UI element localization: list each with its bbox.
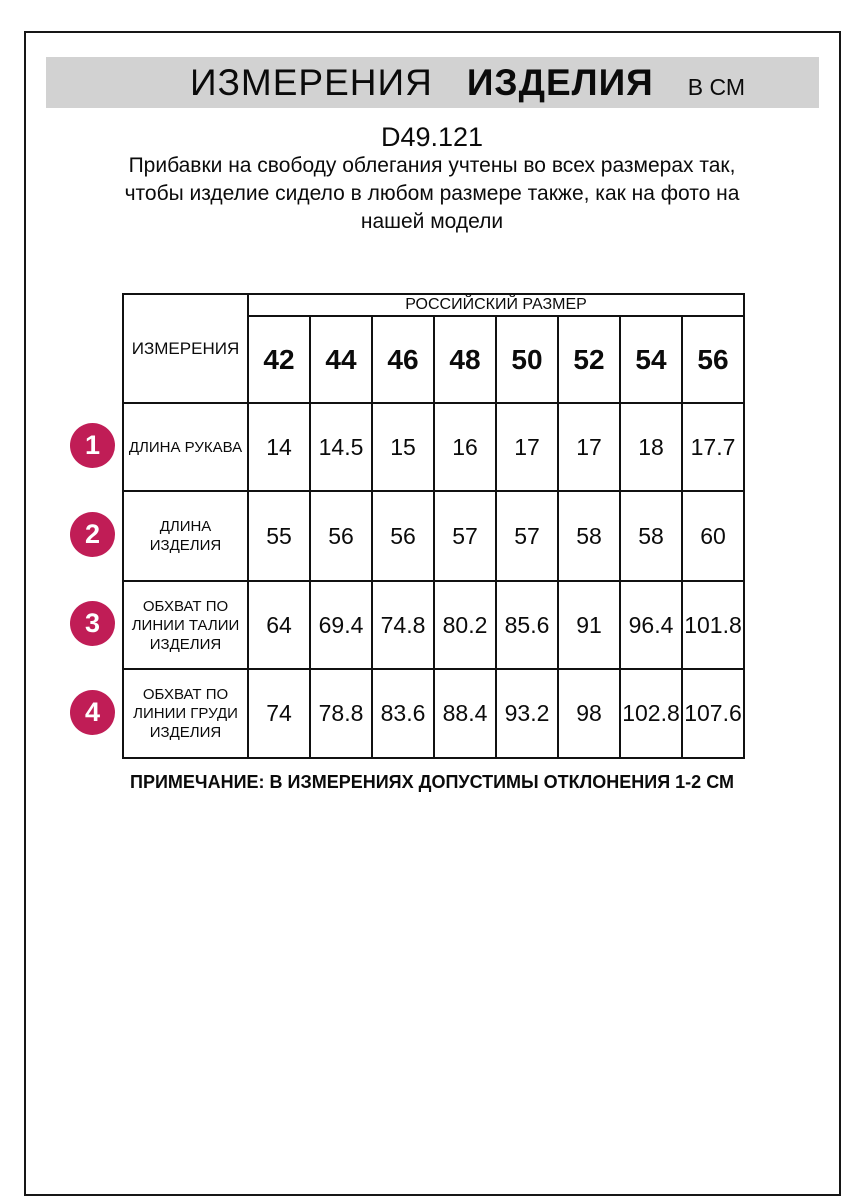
- measurement-value: 55: [248, 491, 310, 581]
- size-col-header: 52: [558, 316, 620, 403]
- measurement-value: 57: [496, 491, 558, 581]
- size-col-header: 46: [372, 316, 434, 403]
- measurement-value: 83.6: [372, 669, 434, 758]
- measurement-value: 14.5: [310, 403, 372, 491]
- measurement-value: 78.8: [310, 669, 372, 758]
- table-row: [123, 403, 744, 491]
- measurement-value: 88.4: [434, 669, 496, 758]
- table-row: [123, 581, 744, 669]
- title-band: [46, 57, 819, 108]
- measurement-value: 17.7: [682, 403, 744, 491]
- row-number-badge: 4: [70, 690, 115, 735]
- article-code: D49.121: [380, 122, 484, 152]
- size-col-header: 44: [310, 316, 372, 403]
- table-row: [123, 491, 744, 581]
- size-col-header: 54: [620, 316, 682, 403]
- size-table: [122, 293, 745, 759]
- size-col-header: 48: [434, 316, 496, 403]
- measurement-label: ДЛИНА РУКАВА: [123, 403, 248, 491]
- measurement-value: 98: [558, 669, 620, 758]
- measurement-value: 74: [248, 669, 310, 758]
- measurement-value: 17: [558, 403, 620, 491]
- measurement-value: 18: [620, 403, 682, 491]
- units-label: В СМ: [687, 74, 746, 100]
- russian-size-header: РОССИЙСКИЙ РАЗМЕР: [248, 294, 744, 316]
- measurement-value: 85.6: [496, 581, 558, 669]
- measurement-value: 58: [620, 491, 682, 581]
- size-col-header: 42: [248, 316, 310, 403]
- measurements-header: ИЗМЕРЕНИЯ: [123, 294, 248, 403]
- measurement-value: 91: [558, 581, 620, 669]
- measurement-label: ДЛИНА ИЗДЕЛИЯ: [123, 491, 248, 581]
- measurement-value: 56: [372, 491, 434, 581]
- measurements-table-area: [70, 293, 770, 759]
- measurement-value: 14: [248, 403, 310, 491]
- measurement-value: 93.2: [496, 669, 558, 758]
- measurement-value: 56: [310, 491, 372, 581]
- measurement-value: 58: [558, 491, 620, 581]
- measurement-value: 15: [372, 403, 434, 491]
- table-row: [123, 669, 744, 758]
- measurement-label: ОБХВАТ ПО ЛИНИИ ГРУДИ ИЗДЕЛИЯ: [123, 669, 248, 758]
- measurement-value: 102.8: [620, 669, 682, 758]
- row-number-badge: 2: [70, 512, 115, 557]
- measurement-value: 17: [496, 403, 558, 491]
- size-col-header: 50: [496, 316, 558, 403]
- measurement-value: 107.6: [682, 669, 744, 758]
- measurement-value: 96.4: [620, 581, 682, 669]
- measurement-value: 80.2: [434, 581, 496, 669]
- row-number-badge: 1: [70, 423, 115, 468]
- measurement-value: 16: [434, 403, 496, 491]
- page-title-emphasis: ИЗДЕЛИЯ: [466, 62, 654, 103]
- measurement-value: 57: [434, 491, 496, 581]
- size-col-header: 56: [682, 316, 744, 403]
- measurement-value: 64: [248, 581, 310, 669]
- fit-description: Прибавки на свободу облегания учтены во всех размерах так, чтобы изделие сидело в любом размере также, как на фото на нашей модели: [124, 154, 740, 233]
- measurement-value: 60: [682, 491, 744, 581]
- row-number-badge: 3: [70, 601, 115, 646]
- page-title: ИЗМЕРЕНИЯ: [189, 62, 433, 103]
- measurement-value: 74.8: [372, 581, 434, 669]
- tolerance-note: ПРИМЕЧАНИЕ: В ИЗМЕРЕНИЯХ ДОПУСТИМЫ ОТКЛОНЕНИЯ 1-2 СМ: [130, 772, 734, 792]
- measurement-value: 69.4: [310, 581, 372, 669]
- measurement-label: ОБХВАТ ПО ЛИНИИ ТАЛИИ ИЗДЕЛИЯ: [123, 581, 248, 669]
- measurement-value: 101.8: [682, 581, 744, 669]
